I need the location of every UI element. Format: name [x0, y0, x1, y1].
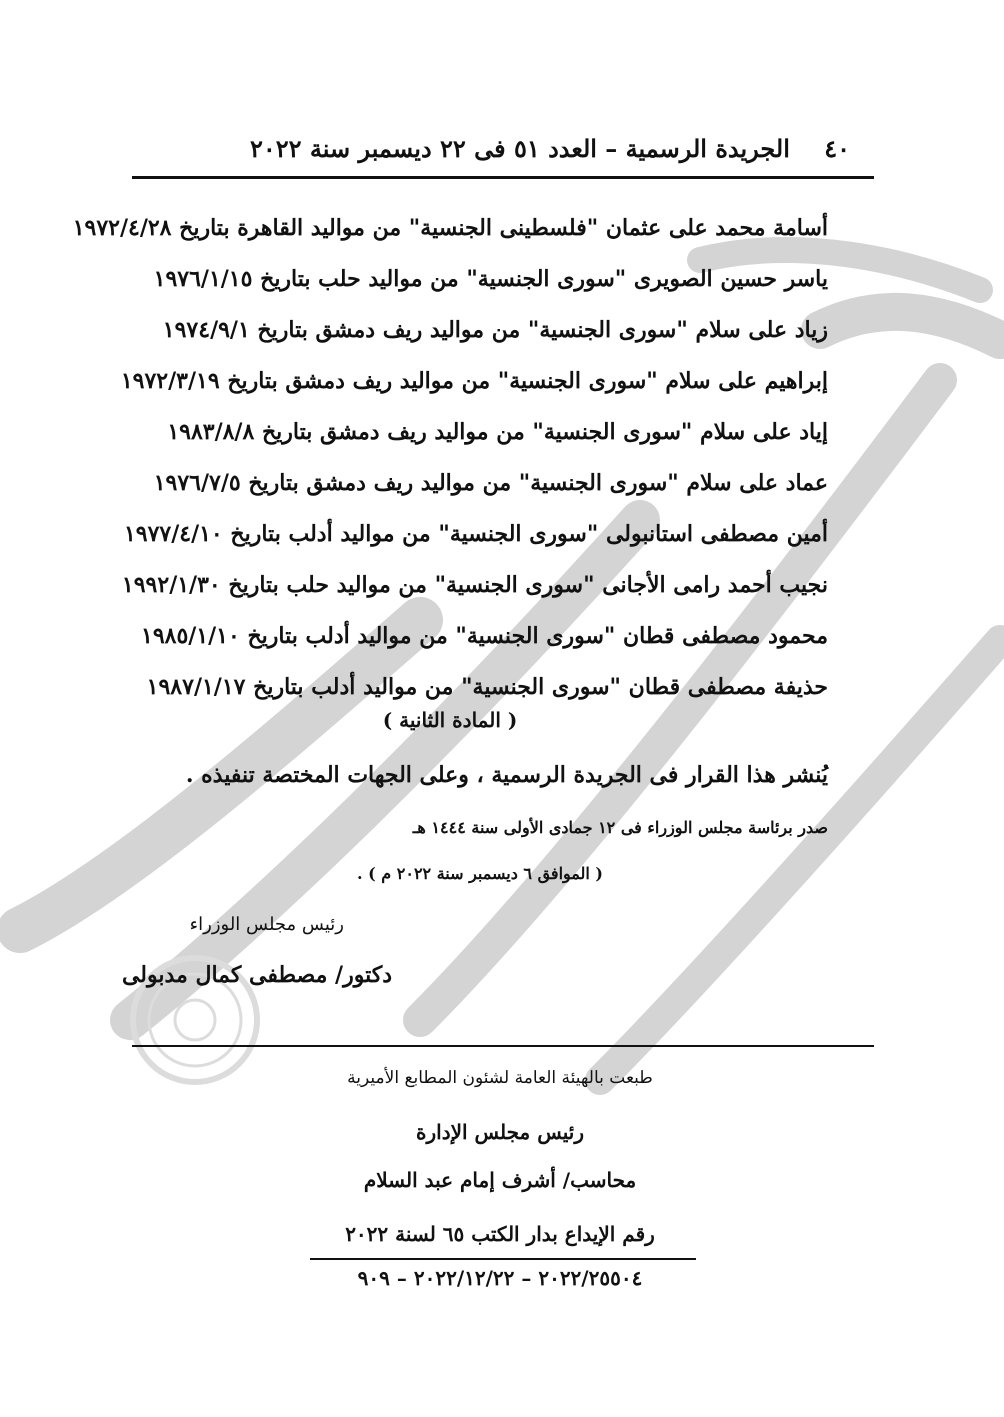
page-number: ٤٠	[824, 133, 850, 163]
list-item: نجيب أحمد رامى الأجانى "سورى الجنسية" من مواليد حلب بتاريخ ١٩٩٢/١/٣٠	[121, 572, 828, 598]
gazette-title: الجريدة الرسمية – العدد ٥١ فى ٢٢ ديسمبر سنة ٢٠٢٢	[250, 133, 790, 163]
article-heading: ( المادة الثانية )	[382, 708, 518, 732]
isbn-line: ٢٠٢٢/٢٥٥٠٤ – ٢٠٢٢/١٢/٢٢ – ٩٠٩	[357, 1266, 643, 1290]
list-item: حذيفة مصطفى قطان "سورى الجنسية" من مواليد أدلب بتاريخ ١٩٨٧/١/١٧	[146, 674, 828, 700]
footer-rule	[132, 1045, 874, 1047]
naturalization-list	[72, 206, 828, 716]
list-item: أسامة محمد على عثمان "فلسطينى الجنسية" من مواليد القاهرة بتاريخ ١٩٧٢/٤/٢٨	[72, 215, 828, 241]
signatory-title: رئيس مجلس الوزراء	[189, 914, 344, 935]
accountant-name: محاسب/ أشرف إمام عبد السلام	[363, 1168, 637, 1192]
list-item: عماد على سلام "سورى الجنسية" من مواليد ريف دمشق بتاريخ ١٩٧٦/٧/٥	[153, 470, 828, 496]
signatory-name: دكتور/ مصطفى كمال مدبولى	[121, 962, 392, 988]
list-item: أمين مصطفى استانبولى "سورى الجنسية" من مواليد أدلب بتاريخ ١٩٧٧/٤/١٠	[123, 521, 828, 547]
publish-text: يُنشر هذا القرار فى الجريدة الرسمية ، وعلى الجهات المختصة تنفيذه .	[185, 762, 828, 788]
printer-line: طبعت بالهيئة العامة لشئون المطابع الأميرية	[347, 1068, 653, 1088]
deposit-rule	[310, 1258, 696, 1260]
list-item: ياسر حسين الصويرى "سورى الجنسية" من مواليد حلب بتاريخ ١٩٧٦/١/١٥	[153, 266, 828, 292]
list-item: إياد على سلام "سورى الجنسية" من مواليد ريف دمشق بتاريخ ١٩٨٣/٨/٨	[167, 419, 828, 445]
list-item: زياد على سلام "سورى الجنسية" من مواليد ريف دمشق بتاريخ ١٩٧٤/٩/١	[162, 317, 828, 343]
issued-text: صدر برئاسة مجلس الوزراء فى ١٢ جمادى الأولى سنة ١٤٤٤ هـ	[412, 818, 828, 837]
page-header	[250, 128, 850, 168]
list-item: إبراهيم على سلام "سورى الجنسية" من مواليد ريف دمشق بتاريخ ١٩٧٢/٣/١٩	[120, 368, 828, 394]
header-rule	[132, 176, 874, 179]
list-item: محمود مصطفى قطان "سورى الجنسية" من مواليد أدلب بتاريخ ١٩٨٥/١/١٠	[141, 623, 828, 649]
deposit-number: رقم الإيداع بدار الكتب ٦٥ لسنة ٢٠٢٢	[345, 1222, 655, 1246]
approx-date-text: ( الموافق ٦ ديسمبر سنة ٢٠٢٢ م ) .	[357, 864, 603, 883]
board-title: رئيس مجلس الإدارة	[416, 1120, 584, 1144]
